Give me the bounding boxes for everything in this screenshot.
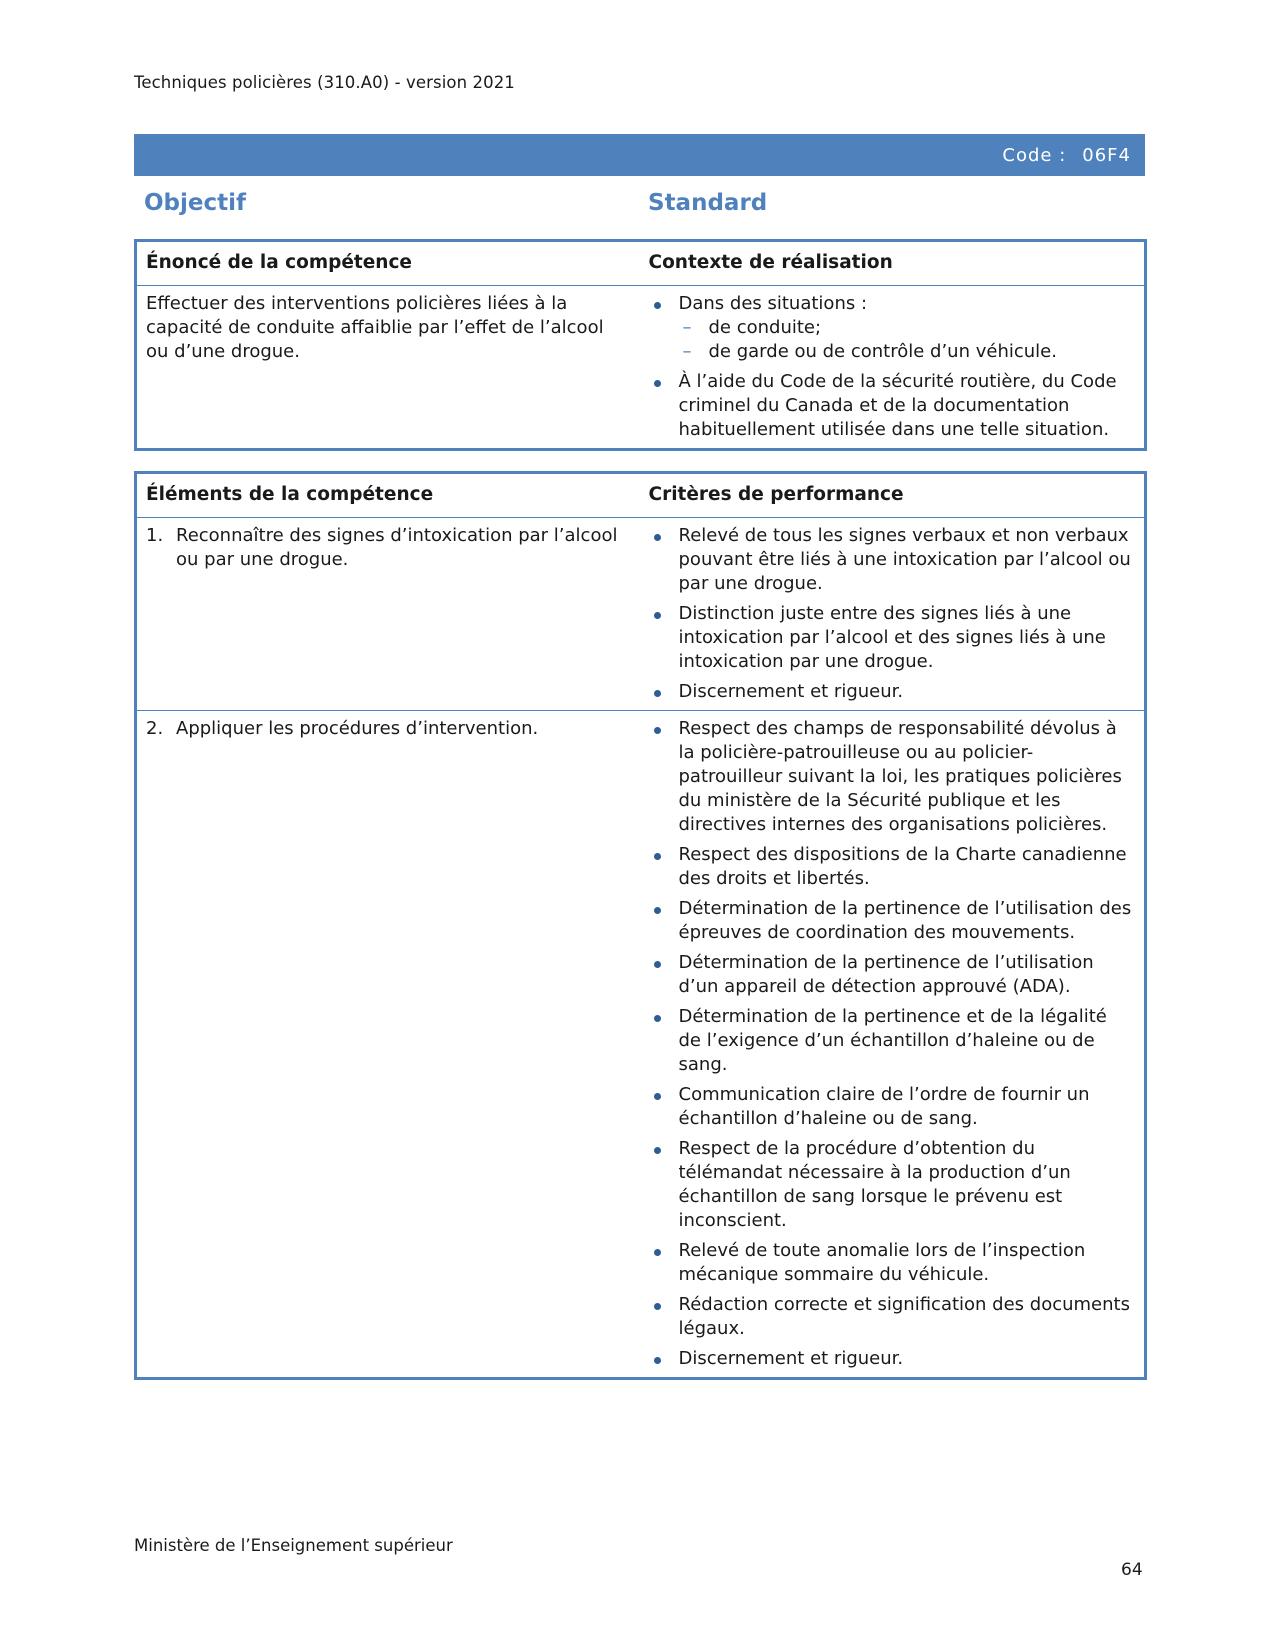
section-title-objectif: Objectif — [144, 190, 247, 216]
bullet-icon — [654, 1357, 661, 1364]
header-enonce: Énoncé de la compétence — [136, 241, 640, 286]
element-text: Appliquer les procédures d’intervention. — [176, 718, 539, 739]
criterion-text: Discernement et rigueur. — [678, 1348, 904, 1369]
criterion-text: Rédaction correcte et signification des documents légaux. — [678, 1294, 1130, 1339]
page-number: 64 — [1121, 1560, 1143, 1580]
bullet-icon — [654, 907, 661, 914]
list-item — [649, 1137, 1136, 1233]
element-cell — [136, 711, 640, 1379]
criterion-text: Détermination de la pertinence de l’utilisation des épreuves de coordination des mouvements. — [678, 898, 1132, 943]
criteria-cell — [640, 711, 1146, 1379]
list-item — [649, 951, 1136, 999]
table-row — [136, 711, 1146, 1379]
criteria-list — [649, 717, 1136, 1371]
list-item — [649, 843, 1136, 891]
list-item — [649, 370, 1136, 442]
criterion-text: Relevé de toute anomalie lors de l’inspection mécanique sommaire du véhicule. — [678, 1240, 1086, 1285]
bullet-icon — [654, 612, 661, 619]
contexte-list — [649, 292, 1136, 442]
footer-publisher: Ministère de l’Enseignement supérieur — [134, 1536, 453, 1555]
bullet-icon — [654, 1147, 661, 1154]
bullet-icon — [654, 853, 661, 860]
contexte-item-text: Dans des situations : — [678, 293, 868, 314]
contexte-cell — [640, 286, 1146, 450]
bullet-icon — [654, 1249, 661, 1256]
bullet-icon — [654, 1303, 661, 1310]
element-text: Reconnaître des signes d’intoxication par l’alcool ou par une drogue. — [176, 525, 618, 570]
numbered-element — [146, 717, 631, 741]
section-titles — [134, 190, 1145, 226]
list-item — [649, 1347, 1136, 1371]
dash-icon: – — [682, 317, 692, 338]
objectif-table — [134, 239, 1147, 451]
list-item — [679, 316, 1136, 340]
criterion-text: Communication claire de l’ordre de fournir un échantillon d’haleine ou de sang. — [678, 1084, 1090, 1129]
list-item — [649, 602, 1136, 674]
code-label: Code : — [1002, 144, 1067, 166]
table-row — [136, 286, 1146, 450]
code-bar — [134, 134, 1145, 176]
header-criteres: Critères de performance — [640, 473, 1146, 518]
bullet-icon — [654, 727, 661, 734]
criteria-cell — [640, 518, 1146, 711]
section-title-standard: Standard — [648, 190, 768, 216]
criterion-text: Détermination de la pertinence de l’utilisation d’un appareil de détection approuvé (ADA). — [678, 952, 1094, 997]
criterion-text: Relevé de tous les signes verbaux et non verbaux pouvant être liés à une intoxication par l’alcool ou par une drogue. — [678, 525, 1131, 594]
header-contexte: Contexte de réalisation — [640, 241, 1146, 286]
code-value: 06F4 — [1082, 144, 1131, 166]
criterion-text: Respect des champs de responsabilité dévolus à la policière-patrouilleuse ou au policier-patrouilleur suivant la loi, les pratiques policières du ministère de la Sécurité publique et les directives internes des organisations policières. — [678, 718, 1122, 835]
list-item — [649, 1005, 1136, 1077]
bullet-icon — [654, 1093, 661, 1100]
contexte-item-text: À l’aide du Code de la sécurité routière, du Code criminel du Canada et de la documentation habituellement utilisée dans une telle situation. — [678, 371, 1117, 440]
bullet-icon — [654, 302, 661, 309]
list-item — [649, 1293, 1136, 1341]
list-item — [649, 680, 1136, 704]
elements-table — [134, 471, 1147, 1380]
bullet-icon — [654, 690, 661, 697]
criterion-text: Respect de la procédure d’obtention du télémandat nécessaire à la production d’un échantillon de sang lorsque le prévenu est inconscient. — [678, 1138, 1071, 1231]
criterion-text: Discernement et rigueur. — [678, 681, 904, 702]
contexte-sublist — [679, 316, 1136, 364]
criterion-text: Respect des dispositions de la Charte canadienne des droits et libertés. — [678, 844, 1127, 889]
dash-icon: – — [682, 341, 692, 362]
criterion-text: Détermination de la pertinence et de la légalité de l’exigence d’un échantillon d’haleine ou de sang. — [678, 1006, 1107, 1075]
bullet-icon — [654, 1015, 661, 1022]
element-number: 2. — [146, 718, 164, 739]
element-number: 1. — [146, 525, 164, 546]
header-elements: Éléments de la compétence — [136, 473, 640, 518]
list-item — [649, 524, 1136, 596]
list-item — [679, 340, 1136, 364]
sub-item-text: de conduite; — [708, 317, 822, 338]
bullet-icon — [654, 961, 661, 968]
numbered-element — [146, 524, 631, 572]
bullet-icon — [654, 534, 661, 541]
list-item — [649, 1083, 1136, 1131]
criterion-text: Distinction juste entre des signes liés à une intoxication par l’alcool et des signes liés à une intoxication par une drogue. — [678, 603, 1106, 672]
table-row — [136, 518, 1146, 711]
sub-item-text: de garde ou de contrôle d’un véhicule. — [708, 341, 1057, 362]
running-header: Techniques policières (310.A0) - version 2021 — [134, 73, 515, 92]
bullet-icon — [654, 380, 661, 387]
enonce-text: Effectuer des interventions policières liées à la capacité de conduite affaiblie par l’effet de l’alcool ou d’une drogue. — [146, 293, 604, 362]
list-item — [649, 717, 1136, 837]
list-item — [649, 292, 1136, 364]
criteria-list — [649, 524, 1136, 704]
element-cell — [136, 518, 640, 711]
list-item — [649, 1239, 1136, 1287]
enonce-cell — [136, 286, 640, 450]
list-item — [649, 897, 1136, 945]
